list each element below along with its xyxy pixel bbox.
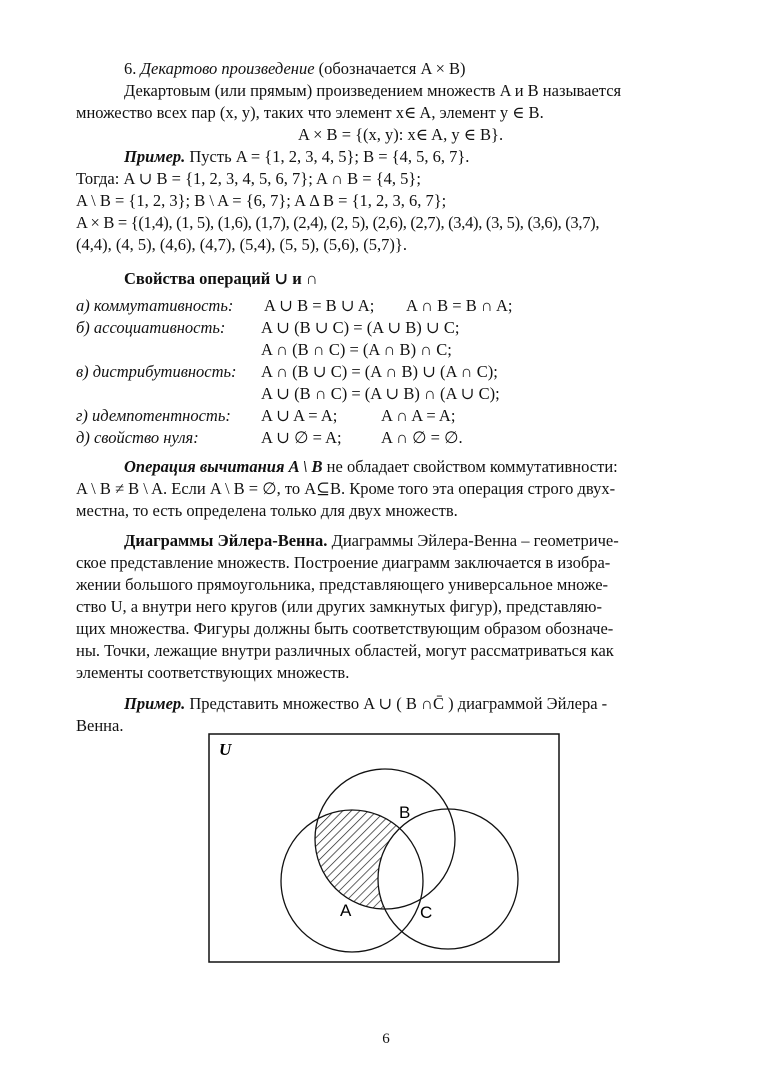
venn-line-2: ское представление множеств. Построение диаграмм заключается в изобра-: [76, 553, 611, 572]
label-c: C: [420, 903, 433, 922]
page-number: 6: [382, 1031, 390, 1047]
label-a: A: [340, 901, 352, 920]
property-row: [76, 339, 696, 361]
subtraction-label: Операция вычитания A \ B: [124, 457, 323, 476]
venn-line-4: ство U, а внутри него кругов (или других замкнутых фигур), представляю-: [76, 597, 603, 616]
example-label: Пример.: [124, 147, 186, 166]
product-line-2: (4,4), (4, 5), (4,6), (4,7), (5,4), (5, 5), (5,6), (5,7)}.: [76, 235, 407, 254]
property-formula: A ∩ B = B ∩ A;: [406, 296, 513, 315]
venn-line-1: [76, 530, 696, 552]
property-row: [76, 383, 696, 405]
label-b: B: [399, 803, 411, 822]
universe-label: U: [219, 740, 232, 759]
venn-example-label: Пример.: [124, 694, 186, 713]
cartesian-section: [76, 58, 696, 256]
property-row: [76, 361, 696, 383]
subtraction-line-2: A \ B ≠ B \ A. Если A \ B = ∅, то A⊆B. Кроме того эта операция строго двух-: [76, 479, 616, 498]
cartesian-formula: A × B = {(x, y): x∈ A, y ∈ B}.: [298, 125, 504, 144]
property-label: д) свойство нуля:: [76, 428, 199, 447]
example-text: Пусть A = {1, 2, 3, 4, 5}; B = {4, 5, 6, 7}.: [189, 147, 470, 166]
property-label: а) коммутативность:: [76, 296, 234, 315]
property-row: [76, 427, 696, 449]
hatched-region: [208, 733, 560, 963]
property-formula: A ∩ ∅ = ∅.: [381, 428, 463, 447]
property-formula: A ∩ (B ∪ C) = (A ∩ B) ∪ (A ∩ C);: [261, 362, 498, 381]
then-line: Тогда: A ∪ B = {1, 2, 3, 4, 5, 6, 7}; A ∩ B = {4, 5};: [76, 169, 421, 188]
section-term: Декартово произведение: [140, 59, 315, 78]
subtraction-line-1: [76, 456, 696, 478]
venn-example-line: [76, 693, 696, 715]
property-formula: A ∪ (B ∩ C) = (A ∪ B) ∩ (A ∪ C);: [261, 384, 500, 403]
cartesian-heading: [76, 58, 696, 80]
property-label: б) ассоциативность:: [76, 318, 226, 337]
product-line-1: A × B = {(1,4), (1, 5), (1,6), (1,7), (2,4), (2, 5), (2,6), (2,7), (3,4), (3, 5), (3,6), (3,7),: [76, 213, 600, 232]
venn-line-6: ны. Точки, лежащие внутри различных областей, могут рассматриваться как: [76, 641, 614, 660]
subtraction-line-3: местна, то есть определена только для двух множеств.: [76, 501, 458, 520]
property-label: г) идемпотентность:: [76, 406, 231, 425]
property-row: [76, 295, 696, 317]
subtraction-text: не обладает свойством коммутативности:: [322, 457, 618, 476]
venn-text: Диаграммы Эйлера-Венна – геометриче-: [331, 531, 619, 550]
property-formula: A ∩ A = A;: [381, 406, 456, 425]
property-formula: A ∪ (B ∪ C) = (A ∪ B) ∪ C;: [261, 318, 460, 337]
venn-heading: Диаграммы Эйлера-Венна.: [124, 531, 328, 550]
property-formula: A ∪ B = B ∪ A;: [264, 296, 375, 315]
venn-line-3: жении большого прямоугольника, представляющего универсальное множе-: [76, 575, 609, 594]
properties-list: [76, 295, 696, 449]
definition-line-2: множество всех пар (x, y), таких что элемент x∈ A, элемент y ∈ B.: [76, 103, 544, 122]
definition-line-1: Декартовым (или прямым) произведением множеств A и B называется: [124, 81, 622, 100]
property-row: [76, 317, 696, 339]
properties-heading: Свойства операций ∪ и ∩: [124, 269, 318, 288]
venn-diagram: [208, 733, 560, 963]
section-number: 6.: [124, 59, 137, 78]
venn-line-7: элементы соответствующих множеств.: [76, 663, 350, 682]
venn-example-line-2: Венна.: [76, 716, 124, 735]
properties-section: [76, 268, 696, 449]
venn-example-text: Представить множество A ∪ ( B ∩C̄ ) диаграммой Эйлера -: [189, 694, 608, 713]
property-row: [76, 405, 696, 427]
property-formula: A ∪ A = A;: [261, 406, 338, 425]
venn-paragraph: [76, 530, 696, 737]
property-formula: A ∪ ∅ = A;: [261, 428, 342, 447]
section-note: (обозначается A × B): [318, 59, 466, 78]
venn-line-5: щих множества. Фигуры должны быть соответствующим образом обозначе-: [76, 619, 614, 638]
subtraction-paragraph: [76, 456, 696, 522]
property-formula: A ∩ (B ∩ C) = (A ∩ B) ∩ C;: [261, 340, 452, 359]
venn-diagram-svg: [208, 733, 560, 963]
difference-line: A \ B = {1, 2, 3}; B \ A = {6, 7}; A Δ B = {1, 2, 3, 6, 7};: [76, 191, 447, 210]
example-line: [76, 146, 696, 168]
property-label: в) дистрибутивность:: [76, 362, 237, 381]
